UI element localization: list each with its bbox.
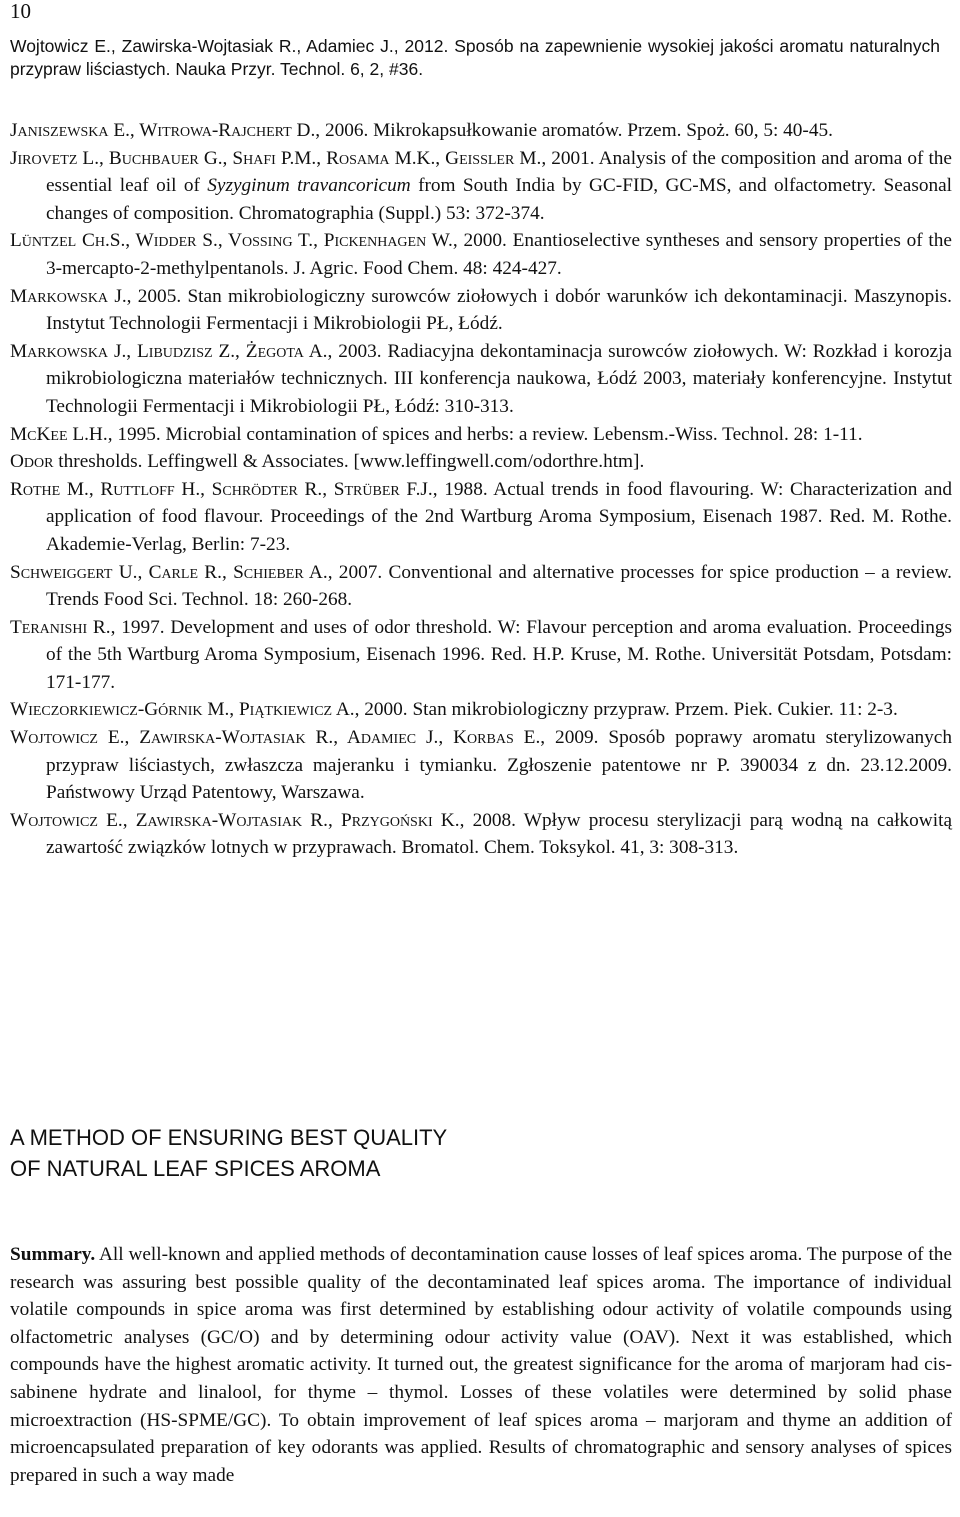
reference-authors: Teranishi R. [10,616,111,638]
reference-item [10,448,952,476]
reference-authors: Wojtowicz E., Zawirska-Wojtasiak R., Przygoński K. [10,809,460,831]
reference-authors: Markowska J., Libudzisz Z., Żegota A. [10,340,328,362]
summary-paragraph [10,1241,952,1489]
reference-item [10,283,952,338]
reference-details: , 2006. Mikrokapsułkowanie aromatów. Przem. Spoż. 60, 5: 40-45. [315,120,833,141]
reference-details: , 2003. Radiacyjna dekontaminacja surowców ziołowych. W: Rozkład i korozja mikrobiologiczna materiałów technicznych. III konferencja naukowa, Łódź 2003, materiały konferencyjne. Instytut Technologii Fermentacji i Mikrobiologii PŁ, Łódź: 310-313. [46,340,952,417]
reference-details: , 2000. Enantioselective syntheses and sensory properties of the 3-mercapto-2-methylpentanols. J. Agric. Food Chem. 48: 424-427. [46,230,952,279]
reference-item [10,807,952,862]
reference-list [10,117,952,862]
reference-item [10,696,952,724]
page-number: 10 [10,0,31,23]
reference-details: , 2009. Sposób poprawy aromatu sterylizowanych przypraw liściastych, zwłaszcza majeranku i tymianku. Zgłoszenie patentowe nr P. 390034 z dn. 23.12.2009. Państwowy Urząd Patentowy, Warszawa. [46,727,952,804]
reference-authors: Odor [10,451,54,473]
reference-details: from South India by GC-FID, GC-MS, and olfactometry. Seasonal changes of composition. Chromatographia (Suppl.) 53: 372-374. [46,175,953,224]
reference-item [10,421,952,449]
reference-item [10,724,952,807]
reference-item [10,117,952,145]
reference-details: , 2008. Wpływ procesu sterylizacji parą wodną na całkowitą zawartość związków lotnych w przyprawach. Bromatol. Chem. Toksykol. 41, 3: 308-313. [46,809,953,859]
reference-item [10,338,952,421]
summary-text: All well-known and applied methods of decontamination cause losses of leaf spices aroma. The purpose of the research was assuring best possible quality of the decontaminated leaf spices aroma. The importance of individual volatile compounds in spice aroma was first determined by establishing odour activity of volatile compounds using olfactometric analyses (GC/O) and by determining odour activity value (OAV). Next it was established, which compounds have the highest aromatic activity. It turned out, the greatest significance for the aroma of marjoram had cis-sabinene hydrate and linalool, for thyme – thymol. Losses of these volatiles were determined by solid phase microextraction (HS-SPME/GC). To obtain improvement of leaf spices aroma – marjoram and thyme an addition of microencapsulated preparation of key odorants was applied. Results of chromatographic and sensory analyses of spices prepared in such a way made [10,1244,952,1486]
english-title-line: A METHOD OF ENSURING BEST QUALITY [10,1125,448,1150]
reference-item [10,559,952,614]
reference-authors: Markowska J. [10,285,127,307]
summary-label: Summary. [10,1244,96,1265]
running-header: Wojtowicz E., Zawirska-Wojtasiak R., Adamiec J., 2012. Sposób na zapewnienie wysokiej jakości aromatu naturalnych przypraw liściastych. Nauka Przyr. Technol. 6, 2, #36. [10,36,940,79]
species-name: Syzyginum travancoricum [207,175,411,197]
reference-details: thresholds. Leffingwell & Associates. [www.leffingwell.com/odorthre.htm]. [53,451,645,473]
reference-authors: Wieczorkiewicz-Górnik M., Piątkiewicz A. [10,699,355,721]
reference-item [10,227,952,282]
reference-item [10,145,952,228]
reference-authors: Schweiggert U., Carle R., Schieber A. [10,561,328,583]
english-title-line: OF NATURAL LEAF SPICES AROMA [10,1156,381,1181]
reference-details: , 1995. Microbial contamination of spices and herbs: a review. Lebensm.-Wiss. Technol. 28: 1-11. [107,423,863,445]
reference-details: , 2007. Conventional and alternative processes for spice production – a review. Trends Food Sci. Technol. 18: 260-268. [46,561,952,611]
english-title [10,1122,910,1184]
reference-authors: McKee L.H. [10,423,108,445]
reference-authors: Wojtowicz E., Zawirska-Wojtasiak R., Adamiec J., Korbas E. [10,727,541,749]
reference-details: , 2000. Stan mikrobiologiczny przypraw. Przem. Piek. Cukier. 11: 2-3. [354,699,898,721]
reference-authors: Jirovetz L., Buchbauer G., Shafi P.M., Rosama M.K., Geissler M. [10,147,542,169]
reference-item [10,476,952,559]
reference-details: , 2005. Stan mikrobiologiczny surowców ziołowych i dobór warunków ich dekontaminacji. Maszynopis. Instytut Technologii Fermentacji i Mikrobiologii PŁ, Łódź. [46,285,952,335]
reference-details: , 2001. Analysis of the composition and aroma of the essential leaf oil of [46,147,952,197]
reference-authors: Janiszewska E., Witrowa-Rajchert D. [10,120,316,141]
reference-details: , 1988. Actual trends in food flavouring. W: Characterization and application of food flavour. Proceedings of the 2nd Wartburg Aroma Symposium, Eisenach 1987. Red. M. Rothe. Akademie-Verlag, Berlin: 7-23. [46,478,952,555]
reference-item [10,614,952,697]
reference-authors: Lüntzel Ch.S., Widder S., Vossing T., Pickenhagen W. [10,230,453,252]
reference-authors: Rothe M., Ruttloff H., Schrödter R., Strüber F.J. [10,478,433,500]
reference-details: , 1997. Development and uses of odor threshold. W: Flavour perception and aroma evaluation. Proceedings of the 5th Wartburg Aroma Symposium, Eisenach 1996. Red. H.P. Kruse, M. Rothe. Universität Potsdam, Potsdam: 171-177. [46,616,952,693]
